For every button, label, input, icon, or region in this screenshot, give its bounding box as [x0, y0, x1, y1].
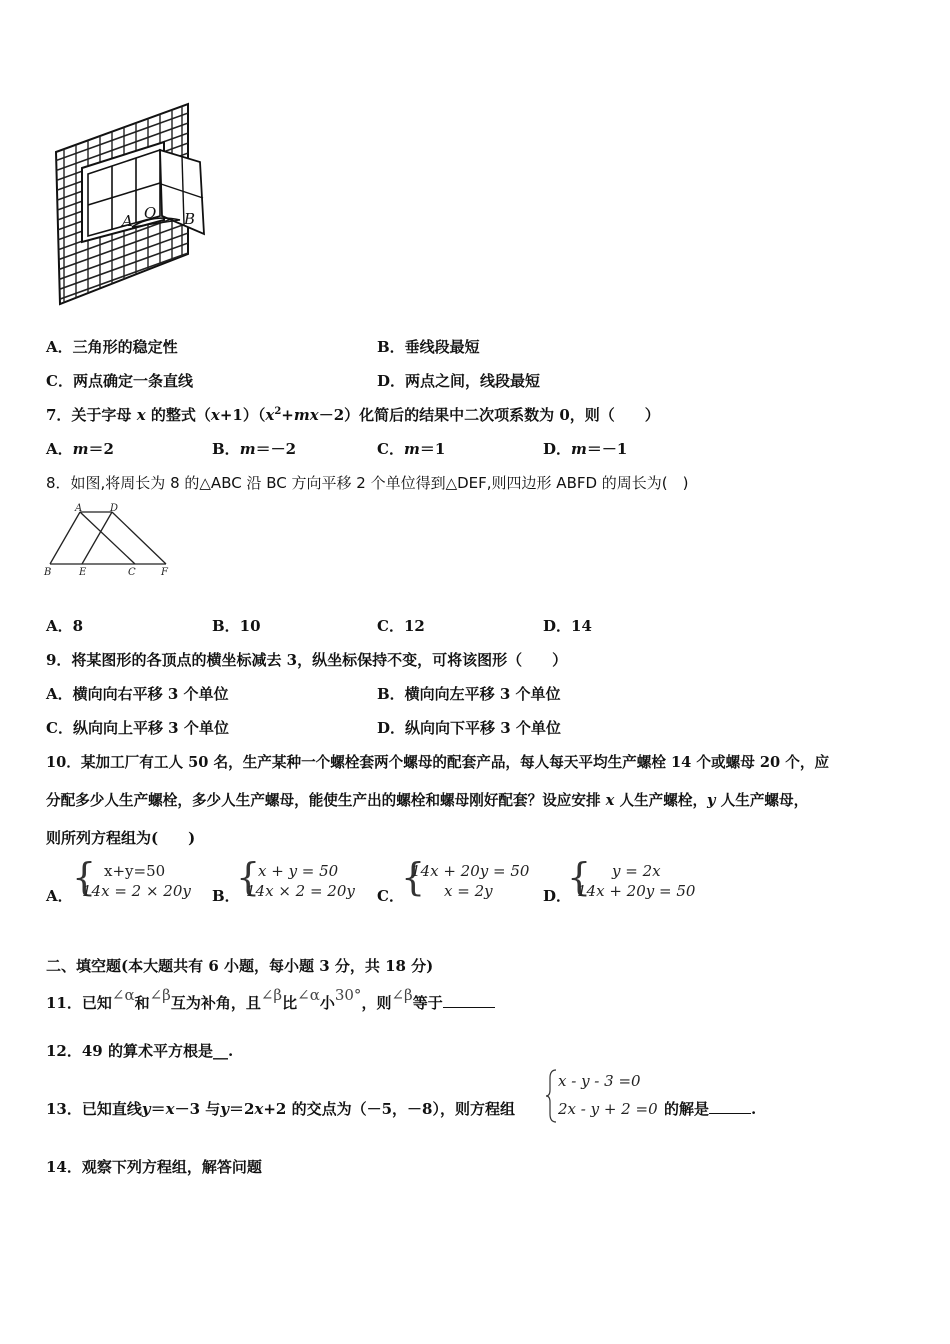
q7-opt-d-label: D．: [543, 440, 572, 458]
q10-var-x: x: [605, 792, 615, 809]
q13-part1: 13．已知直线: [46, 1100, 142, 1118]
q9-option-d: D．纵向向下平移 3 个单位: [377, 719, 561, 737]
q11-angle-beta: ∠β: [149, 986, 171, 1004]
q10-option-d-eq1: y = 2x: [612, 862, 661, 880]
q9-option-b: B．横向向左平移 3 个单位: [377, 685, 561, 703]
q7-opt-a-rest: ＝2: [88, 440, 114, 458]
q13-end: .: [751, 1100, 757, 1118]
q13-eq2b: +2 的交点为（－5，－8），则方程组: [263, 1100, 515, 1118]
q7-opt-b-label: B．: [212, 440, 240, 458]
q6-option-b: B．垂线段最短: [377, 338, 480, 356]
q11-angle-alpha: ∠α: [111, 986, 135, 1004]
q13-part2: 的解是: [664, 1100, 710, 1118]
q9-stem: 9．将某图形的各顶点的横坐标减去 3，纵坐标保持不变，可将该图形（ ）: [46, 651, 568, 669]
q13-system-brace: [546, 1068, 558, 1124]
q10-option-a-label: A．: [46, 887, 73, 905]
q7-opt-d-var: m: [571, 440, 587, 458]
translation-figure: [40, 502, 180, 580]
q10-option-b-label: B．: [212, 887, 240, 905]
fig-label-c: C: [128, 567, 136, 578]
q10-option-a-brace: {: [72, 855, 97, 899]
q11-angle-beta-3: ∠β: [391, 986, 413, 1004]
q13-eq1b: －3 与: [174, 1100, 221, 1118]
q13-answer-blank[interactable]: [709, 1099, 751, 1114]
q10-option-d-eq2: 14x + 20y = 50: [577, 882, 696, 900]
q10-line2-b: 人生产螺栓，: [619, 792, 708, 809]
q11-angle-alpha-2: ∠α: [297, 986, 320, 1004]
q13-y1: y: [141, 1100, 151, 1118]
q11-part4: 比: [282, 994, 298, 1012]
q6-option-c: C．两点确定一条直线: [46, 372, 193, 390]
q11-stem: [46, 986, 495, 1013]
q7-var-x: x: [136, 406, 146, 424]
q10-option-c-label: C．: [377, 887, 404, 905]
q13-tail: [664, 1098, 756, 1119]
point-o-label: O: [144, 204, 157, 222]
q10-line2-a: 分配多少人生产螺栓，多少人生产螺母，能使生产出的螺栓和螺母刚好配套？设应安排: [46, 792, 601, 809]
q10-option-c-eq1: 14x + 20y = 50: [411, 862, 530, 880]
section-2-title: 二、填空题(本大题共有 6 小题，每小题 3 分，共 18 分): [46, 957, 434, 975]
q10-line1: 10．某加工厂有工人 50 名，生产某种一个螺栓套两个螺母的配套产品，每人每天平均生产螺栓 14 个或螺母 20 个，应: [46, 754, 830, 771]
q13-x1: x: [165, 1100, 175, 1118]
q11-part1: 11．已知: [46, 994, 112, 1012]
q7-factor1: x: [210, 406, 220, 424]
q11-angle-beta-2: ∠β: [260, 986, 283, 1004]
q7-opt-c-var: m: [403, 440, 420, 458]
fig-label-f: F: [161, 567, 168, 578]
q10-option-c-eq2: x = 2y: [444, 882, 493, 900]
q7-opt-b-rest: ＝－2: [255, 440, 296, 458]
q7-option-b: [212, 438, 296, 459]
q8-option-b: B．10: [212, 617, 261, 635]
q7-opt-c-rest: ＝1: [419, 440, 446, 458]
q7-num: 7．关于字母: [46, 406, 132, 424]
q7-opt-a-var: m: [72, 440, 89, 458]
q7-option-c: [377, 438, 445, 459]
q10-option-b-eq2: 14x × 2 = 20y: [246, 882, 355, 900]
q7-factor2-mid: +: [281, 406, 294, 424]
q13-x2: x: [254, 1100, 264, 1118]
q7-factor2-x: x: [265, 406, 275, 424]
q7-factor2-mx: mx: [293, 406, 319, 424]
q7-opt-d-rest: ＝－1: [586, 440, 628, 458]
q13-system-eq2: 2x - y + 2 =0: [558, 1100, 658, 1118]
point-a-label: A: [122, 212, 133, 230]
q13-eq1: ＝: [150, 1100, 166, 1118]
q9-option-a: A．横向向右平移 3 个单位: [46, 685, 229, 703]
q7-opt-a-label: A．: [46, 440, 73, 458]
q7-mid: 的整式（: [150, 406, 211, 424]
q7-option-d: [543, 438, 627, 459]
q11-degree: 30°: [334, 986, 362, 1004]
q11-part7: 等于: [412, 994, 443, 1012]
fig-label-e: E: [79, 567, 87, 578]
fig-label-d: D: [110, 503, 119, 514]
q11-part2: 和: [134, 994, 150, 1012]
q7-opt-b-var: m: [239, 440, 256, 458]
q10-option-b-eq1: x + y = 50: [258, 862, 339, 880]
q11-answer-blank[interactable]: [443, 993, 495, 1008]
q13-system-eq1: x - y - 3 =0: [558, 1072, 641, 1090]
q10-var-y: y: [707, 792, 716, 809]
window-wall-figure: [52, 102, 212, 308]
q11-part3: 互为补角，且: [170, 994, 261, 1012]
q7-factor2-end: －2）化简后的结果中二次项系数为 0，则（ ）: [318, 406, 660, 424]
q7-opt-c-label: C．: [377, 440, 404, 458]
q10-line2: [46, 789, 808, 810]
q10-line2-c: 人生产螺母，: [720, 792, 809, 809]
q13-stem: [46, 1098, 515, 1119]
q10-option-a-eq1: x+y=50: [104, 862, 166, 880]
q8-option-a: A．8: [46, 617, 84, 635]
q12-stem: 12．49 的算术平方根是__.: [46, 1042, 234, 1060]
q11-part5: 小: [319, 994, 335, 1012]
q10-option-c-brace: {: [401, 855, 426, 899]
q10-line3: 则所列方程组为( ): [46, 829, 196, 847]
q9-option-c: C．纵向向上平移 3 个单位: [46, 719, 229, 737]
q11-part6: ，则: [361, 994, 392, 1012]
q7-sup2: 2: [274, 406, 282, 417]
q8-stem: 8．如图,将周长为 8 的△ABC 沿 BC 方向平移 2 个单位得到△DEF,则四边形 ABFD 的周长为( ): [46, 474, 689, 492]
q10-option-a-eq2: 14x = 2 × 20y: [82, 882, 191, 900]
q13-y2: y: [220, 1100, 229, 1118]
fig-label-a: A: [75, 503, 83, 514]
q6-option-a: A．三角形的稳定性: [46, 338, 178, 356]
q10-option-d-label: D．: [543, 887, 572, 905]
q10-option-b-brace: {: [236, 855, 261, 899]
point-b-label: B: [184, 210, 196, 228]
q14-stem: 14．观察下列方程组，解答问题: [46, 1158, 262, 1176]
q6-option-d: D．两点之间，线段最短: [377, 372, 541, 390]
q7-option-a: [46, 438, 114, 459]
fig-label-b: B: [44, 567, 52, 578]
q8-option-d: D．14: [543, 617, 592, 635]
q10-option-d-brace: {: [567, 855, 592, 899]
q8-option-c: C．12: [377, 617, 425, 635]
q7-factor1-rest: +1）（: [219, 406, 266, 424]
q13-eq2: ＝2: [228, 1100, 255, 1118]
q7-stem: [46, 404, 660, 425]
